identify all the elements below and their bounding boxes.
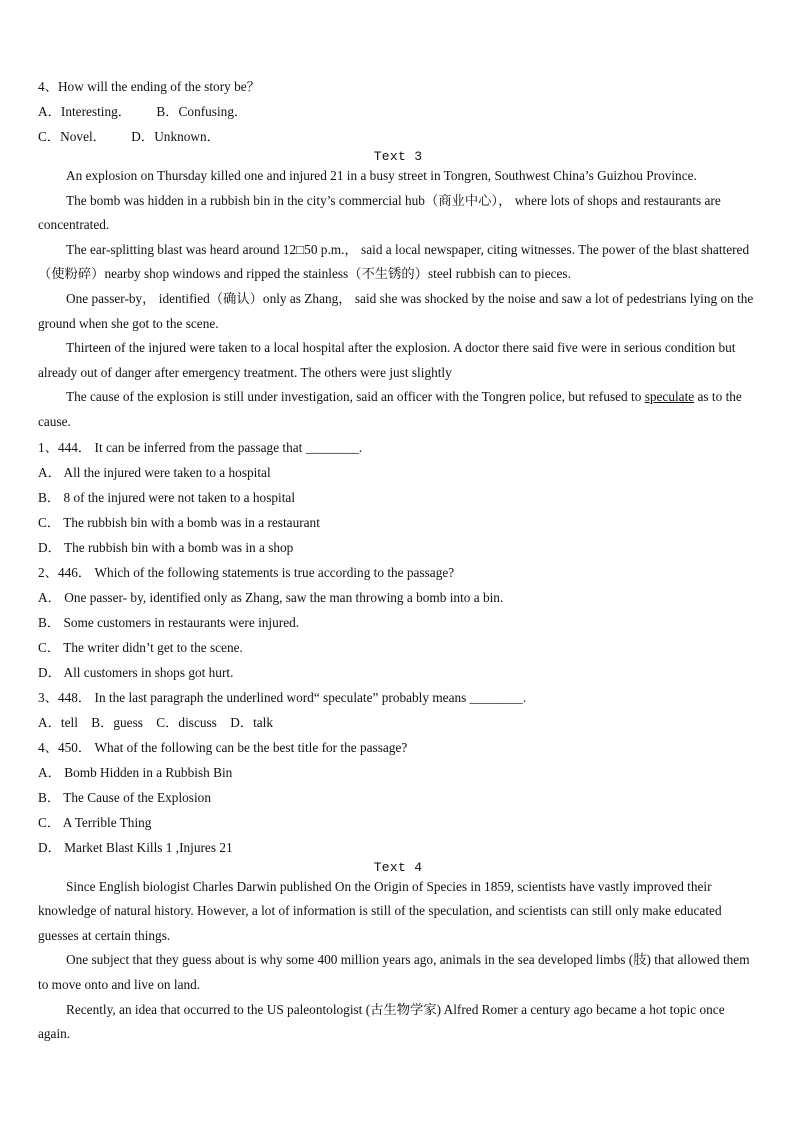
option-row [38, 710, 758, 735]
paragraph: The bomb was hidden in a rubbish bin in the city’s commercial hub（商业中心）， where lots of shops and restaurants are concentrated. [38, 192, 721, 233]
question-stem: 3、448． In the last paragraph the underlined word“ speculate” probably means ________. [38, 689, 527, 705]
option-c[interactable]: C． The writer didn’t get to the scene. [38, 639, 243, 655]
option-a[interactable]: A．tell [38, 714, 78, 730]
option-a[interactable]: A． Bomb Hidden in a Rubbish Bin [38, 764, 233, 780]
option-b[interactable]: B．guess [91, 714, 143, 730]
paragraph: Since English biologist Charles Darwin published On the Origin of Species in 1859, scientists have vastly improved their knowledge of natural history. However, a lot of information is still of the speculation, and scientists can still only make educated guesses at certain things. [38, 878, 722, 943]
option-a[interactable]: A．Interesting． [38, 104, 132, 119]
option-d[interactable]: D． The rubbish bin with a bomb was in a shop [38, 539, 294, 555]
paragraph: Recently, an idea that occurred to the US paleontologist (古生物学家) Alfred Romer a century ago became a hot topic once again. [38, 1001, 725, 1042]
option-row [38, 99, 758, 124]
option-c[interactable]: C．Novel． [38, 129, 106, 144]
option-b[interactable]: B． 8 of the injured were not taken to a hospital [38, 489, 296, 505]
option-c[interactable]: C． The rubbish bin with a bomb was in a restaurant [38, 514, 320, 530]
option-row [38, 124, 758, 149]
paragraph: One subject that they guess about is why some 400 million years ago, animals in the sea developed limbs (肢) that allowed them to move onto and live on land. [38, 952, 750, 992]
question-stem: 4、450． What of the following can be the best title for the passage? [38, 739, 408, 755]
section-heading: Text 4 [373, 859, 423, 875]
question-stem: 2、446． Which of the following statements is true according to the passage? [38, 564, 455, 580]
option-a[interactable]: A． One passer- by, identified only as Zhang, saw the man throwing a bomb into a bin. [38, 589, 504, 605]
paragraph [38, 385, 758, 434]
paragraph: Thirteen of the injured were taken to a local hospital after the explosion. A doctor there said five were in serious condition but already out of danger after emergency treatment. The others were just slightly [38, 340, 736, 380]
question-stem: 1、444． It can be inferred from the passage that ________. [38, 439, 363, 455]
option-b[interactable]: B． The Cause of the Explosion [38, 789, 211, 805]
underlined-word: speculate [644, 389, 695, 405]
option-a[interactable]: A． All the injured were taken to a hospital [38, 464, 271, 480]
section-heading: Text 3 [373, 149, 423, 164]
paragraph-text: as to the cause. [38, 389, 742, 429]
paragraph: The ear-splitting blast was heard around 12□50 p.m.， said a local newspaper, citing witnesses. The power of the blast shattered（使粉碎）nearby shop windows and ripped the stainless（不生锈的）steel rubbish can to pieces. [38, 241, 750, 282]
question-stem: 4、How will the ending of the story be？ [38, 79, 260, 94]
option-c[interactable]: C． A Terrible Thing [38, 814, 152, 830]
paragraph: An explosion on Thursday killed one and injured 21 in a busy street in Tongren, Southwest China’s Guizhou Province. [66, 168, 697, 183]
option-b[interactable]: B． Some customers in restaurants were injured. [38, 614, 300, 630]
option-d[interactable]: D． Market Blast Kills 1 ,Injures 21 [38, 839, 233, 855]
document-page [38, 74, 758, 1047]
option-d[interactable]: D．talk [230, 714, 274, 730]
option-b[interactable]: B．Confusing． [156, 104, 248, 119]
option-c[interactable]: C．discuss [156, 714, 217, 730]
option-d[interactable]: D． All customers in shops got hurt. [38, 664, 234, 680]
paragraph: One passer-by， identified（确认）only as Zhang， said she was shocked by the noise and saw a lot of pedestrians lying on the ground when she got to the scene. [38, 290, 754, 331]
option-d[interactable]: D．Unknown． [131, 129, 220, 144]
paragraph-text: The cause of the explosion is still under investigation, said an officer with the Tongren police, but refused to [66, 389, 645, 405]
